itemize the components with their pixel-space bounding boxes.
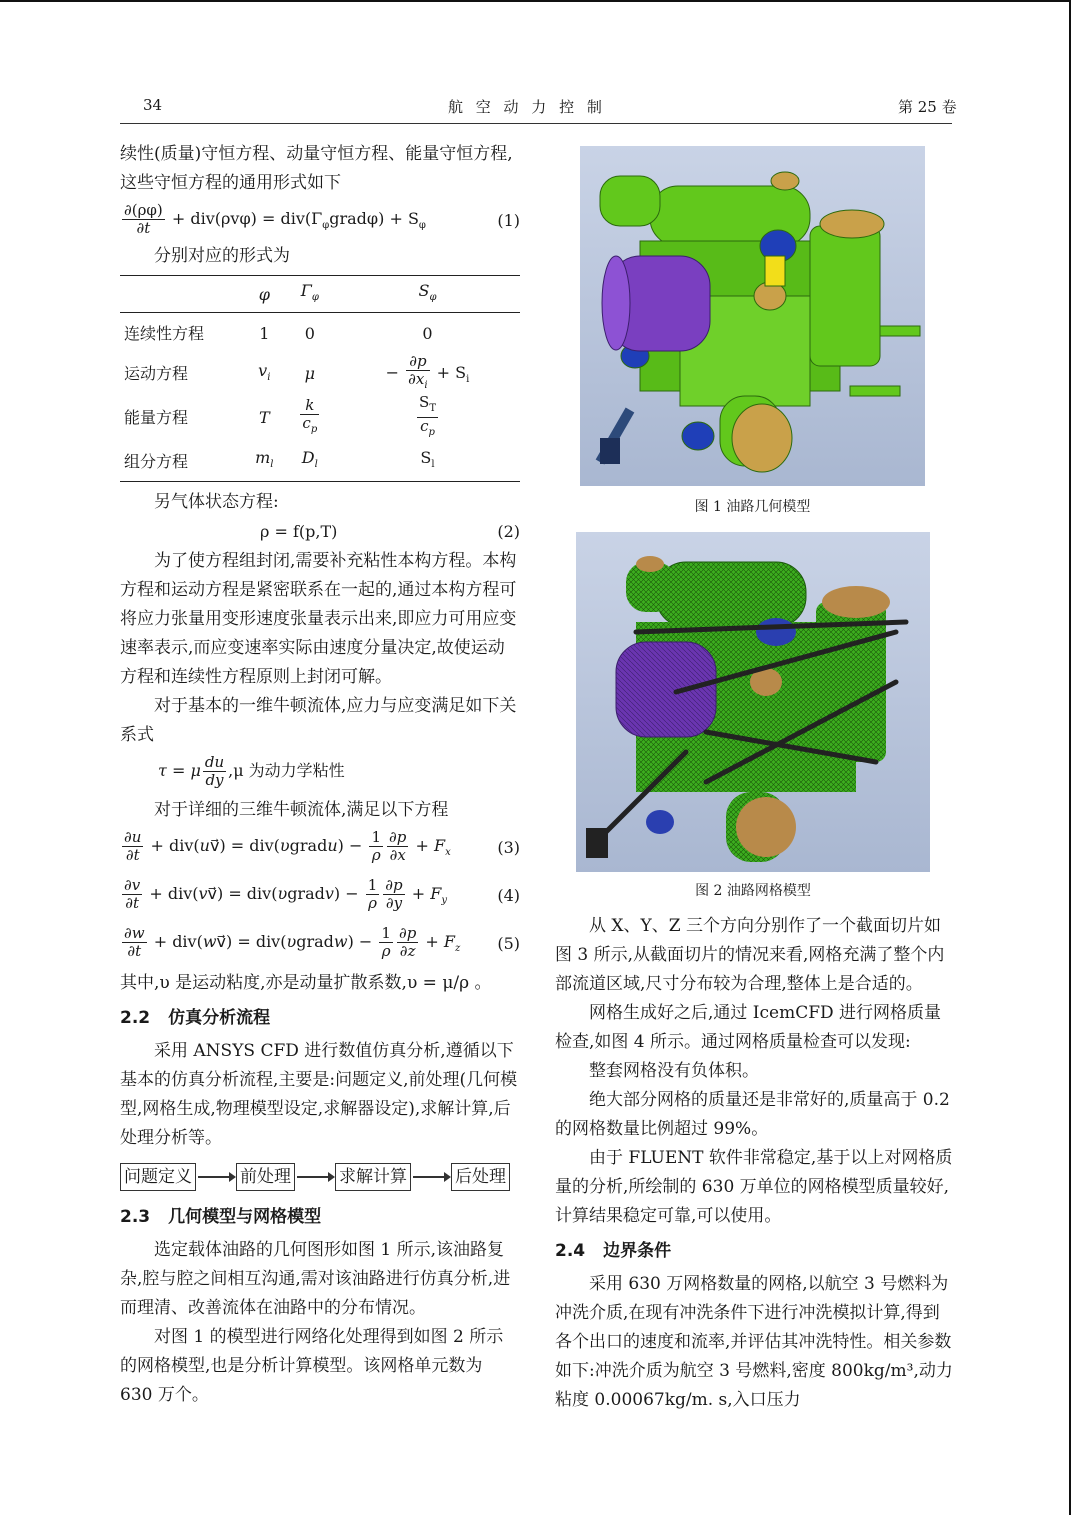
table-header-row: φ $\Gamma_\varphi$ $S_\varphi$: [120, 276, 520, 313]
paragraph: 对于详细的三维牛顿流体,满足以下方程: [154, 800, 449, 821]
table-row: 组分方程 $m_l$ $D_l$ $S_l$: [120, 441, 520, 482]
journal-title: 航 空 动 力 控 制: [448, 98, 606, 116]
paragraph: 从 X、Y、Z 三个方向分别作了一个截面切片如图 3 所示,从截面切片的情况来看,网格充满了整个内部流道区域,尺寸分布较为合理,整体上是合适的。: [555, 916, 945, 994]
page-frame-top: [0, 0, 1071, 2]
equation-number: (2): [497, 522, 520, 542]
figure-2-mesh-model: [576, 532, 930, 872]
figure-1-geometry-model: [580, 146, 925, 486]
flow-step: 问题定义: [120, 1163, 196, 1191]
flow-step: 前处理: [236, 1163, 295, 1191]
equation-5: $\frac{\partial w}{\partial t}$ + div(wv⃗) = div(υgradw) − $\frac{1}{\rho}$ $\frac{\partial p}{\partial z}$ + $F_z$ (5): [124, 924, 520, 961]
page-number: 34: [143, 96, 163, 114]
section-heading: 2.2 仿真分析流程: [120, 1008, 271, 1029]
equation-number: (4): [497, 886, 520, 906]
paragraph: 对图 1 的模型进行网络化处理得到如图 2 所示的网格模型,也是分析计算模型。该网格单元数为 630 万个。: [120, 1327, 504, 1406]
arrow-icon: [413, 1176, 449, 1178]
process-flowchart: [120, 1163, 520, 1191]
figure-2-caption: 图 2 油路网格模型: [695, 883, 811, 899]
equation-number: (5): [497, 934, 520, 954]
paragraph: 续性(质量)守恒方程、动量守恒方程、能量守恒方程,这些守恒方程的通用形式如下: [120, 144, 513, 193]
paragraph: 采用 630 万网格数量的网格,以航空 3 号燃料为冲洗介质,在现有冲洗条件下进行冲洗模拟计算,得到各个出口的速度和流率,并评估其冲洗特性。相关参数如下:冲洗介质为航空 3 号燃料,密度 800kg/m³,动力粘度 0.00067kg/m. s,入口压力: [555, 1274, 953, 1410]
table-row: 连续性方程 1 0 0: [124, 323, 433, 343]
equation-number: (3): [497, 838, 520, 858]
equation-tau: τ = μ $\frac{du}{dy}$ ,μ 为动力学粘性: [158, 753, 345, 790]
paragraph: 分别对应的形式为: [154, 246, 290, 266]
equation-4: $\frac{\partial v}{\partial t}$ + div(vv⃗) = div(υgradv) − $\frac{1}{\rho}$ $\frac{\partial p}{\partial y}$ + $F_y$ (4): [124, 876, 520, 913]
flow-step: 求解计算: [335, 1163, 411, 1191]
table-row: 运动方程 $v_i$ μ − $\frac{\partial p}{\partial x_i}$ + $S_i$: [124, 352, 470, 392]
arrow-icon: [297, 1176, 333, 1178]
section-heading: 2.3 几何模型与网格模型: [120, 1207, 322, 1228]
equation-3: $\frac{\partial u}{\partial t}$ + div(uv⃗) = div(υgradu) − $\frac{1}{\rho}$ $\frac{\partial p}{\partial x}$ + $F_x$ (3): [124, 828, 520, 865]
arrow-icon: [198, 1176, 234, 1178]
paragraph: 采用 ANSYS CFD 进行数值仿真分析,遵循以下基本的仿真分析流程,主要是:问题定义,前处理(几何模型,网格生成,物理模型设定,求解器设定),求解计算,后处理分析等。: [120, 1041, 518, 1149]
section-heading: 2.4 边界条件: [555, 1241, 672, 1261]
paragraph: 其中,υ 是运动粘度,亦是动量扩散系数,υ = μ/ρ 。: [120, 973, 492, 994]
paragraph: 为了使方程组封闭,需要补充粘性本构方程。本构方程和运动方程是紧密联系在一起的,通过本构方程可将应力张量用变形速度张量表示出来,即应力可用应变速率表示,而应变速率实际由速度分量决定,故使运动方程和连续性方程原则上封闭可解。: [120, 551, 517, 688]
table-row: 能量方程 T $\frac{k}{c_p}$ $\frac{S_T}{c_p}$: [124, 393, 436, 439]
paragraph: 选定载体油路的几何图形如图 1 所示,该油路复杂,腔与腔之间相互沟通,需对该油路进行仿真分析,进而理清、改善流体在油路中的分布情况。: [120, 1240, 511, 1319]
flow-step: 后处理: [451, 1163, 510, 1191]
left-column: [120, 140, 520, 1410]
paragraph: 对于基本的一维牛顿流体,应力与应变满足如下关系式: [120, 696, 517, 746]
paragraph: 由于 FLUENT 软件非常稳定,基于以上对网格质量的分析,所绘制的 630 万单位的网格模型质量较好,计算结果稳定可靠,可以使用。: [555, 1148, 953, 1226]
paragraph: 整套网格没有负体积。: [589, 1061, 759, 1081]
paragraph: 另气体状态方程:: [154, 492, 279, 513]
header-rule: [120, 123, 952, 124]
right-column: [555, 912, 953, 1415]
equation-table: [120, 275, 520, 482]
paragraph: 绝大部分网格的质量还是非常好的,质量高于 0.2 的网格数量比例超过 99%。: [555, 1090, 950, 1139]
volume-label: 第 25 卷: [898, 98, 957, 116]
equation-2: ρ = f(p,T) (2): [120, 517, 520, 547]
equation-number: (1): [497, 211, 520, 230]
paragraph: 网格生成好之后,通过 IcemCFD 进行网格质量检查,如图 4 所示。通过网格质量检查可以发现:: [555, 1003, 942, 1052]
figure-1-caption: 图 1 油路几何模型: [694, 499, 811, 515]
equation-1: $\frac{\partial(\rho\varphi)}{\partial t}$ + $div(\rho v\varphi) = div(\Gamma_\varphi grad\varphi) + S_\varphi$ (1): [124, 201, 520, 237]
